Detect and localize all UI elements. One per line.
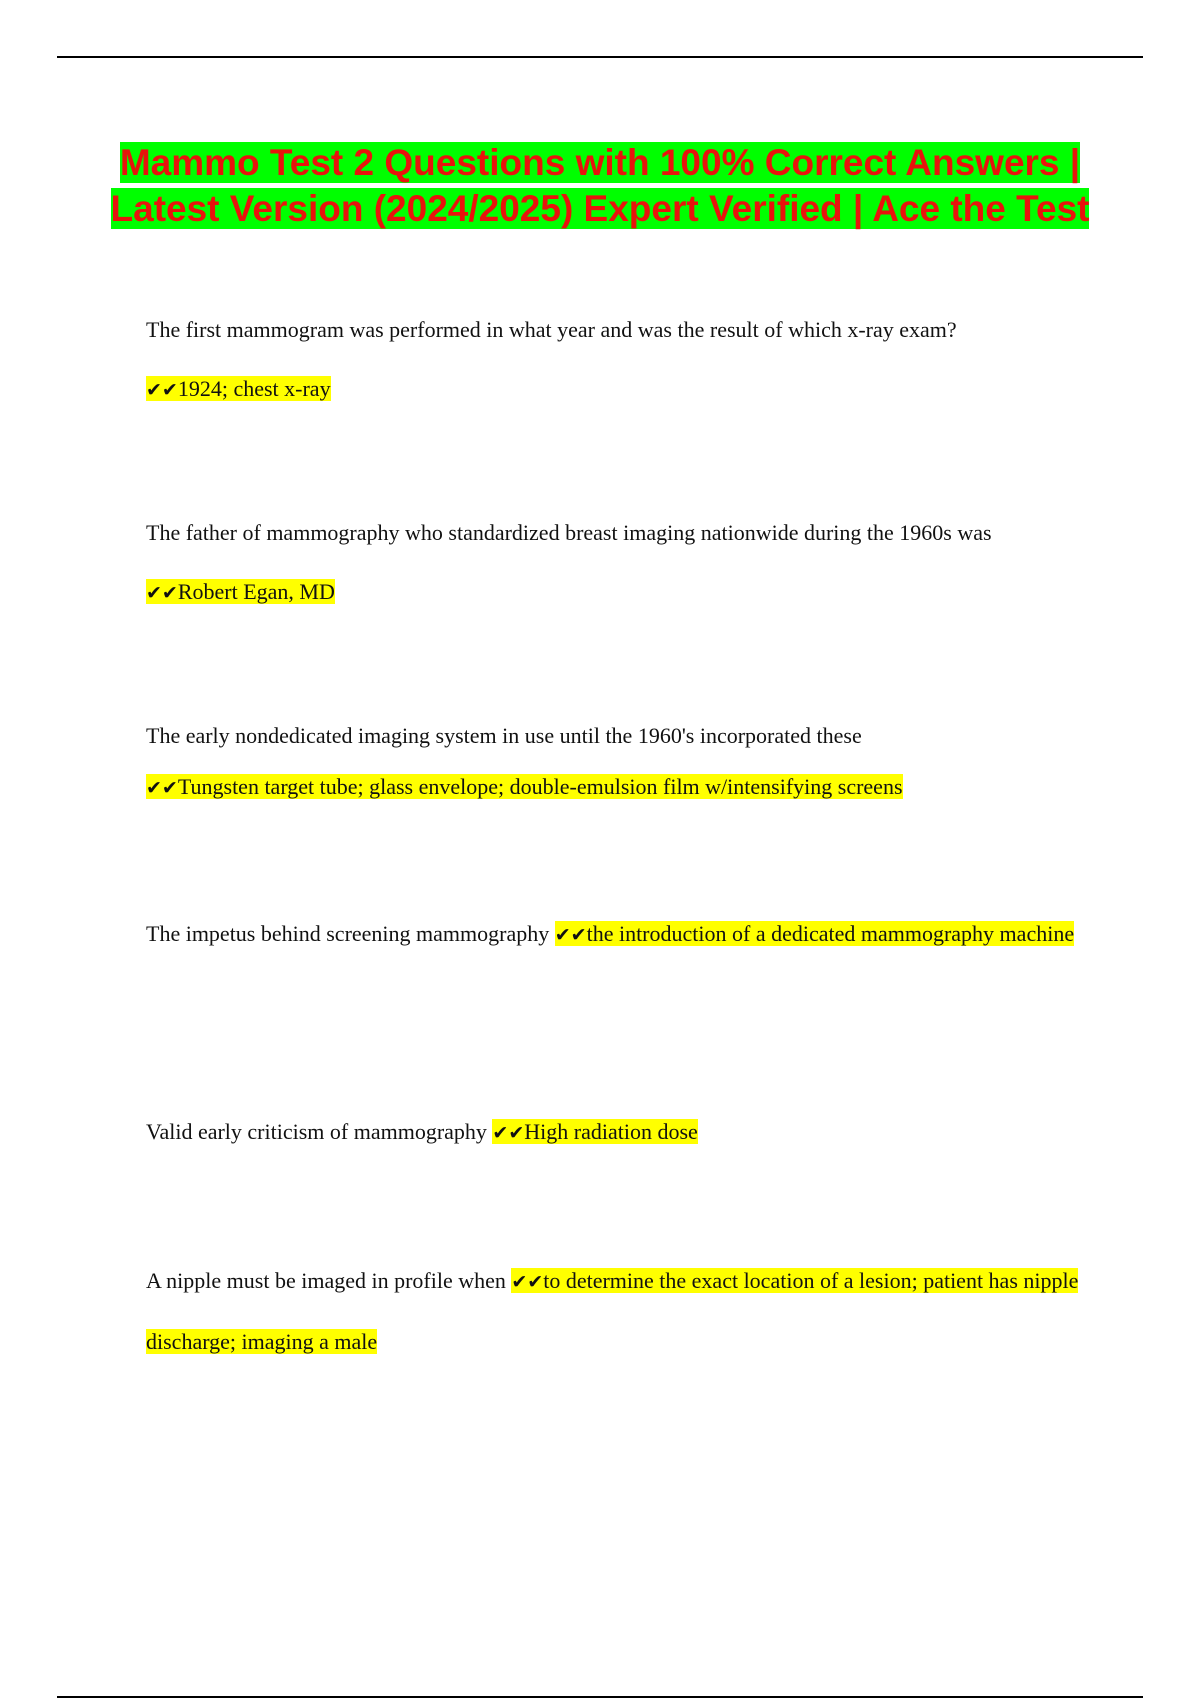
qa-item-3 [146, 710, 1086, 814]
answer-highlight [146, 774, 903, 799]
double-check-icon: ✔✔ [492, 1122, 525, 1144]
title-text: Mammo Test 2 Questions with 100% Correct Answers | Latest Version (2024/2025) Expert Verified | Ace the Test [110, 142, 1090, 229]
qa-item-2 [146, 503, 1086, 623]
answer-text: High radiation dose [524, 1119, 698, 1144]
answer-highlight [146, 579, 335, 604]
double-check-icon: ✔✔ [554, 924, 587, 946]
question-text: The impetus behind screening mammography [146, 921, 550, 946]
answer-text: Tungsten target tube; glass envelope; double-emulsion film w/intensifying screens [177, 774, 903, 799]
qa-item-6 [146, 1251, 1086, 1371]
answer-text: Robert Egan, MD [177, 579, 335, 604]
question-text: The father of mammography who standardized breast imaging nationwide during the 1960s was [146, 520, 992, 545]
double-check-icon: ✔✔ [146, 777, 178, 799]
question-text: The early nondedicated imaging system in use until the 1960's incorporated these [146, 723, 862, 748]
double-check-icon: ✔✔ [146, 379, 178, 401]
double-check-icon: ✔✔ [511, 1271, 544, 1293]
qa-item-1 [146, 300, 1086, 420]
answer-text: the introduction of a dedicated mammography machine [586, 921, 1075, 946]
question-text: The first mammogram was performed in what year and was the result of which x-ray exam? [146, 317, 957, 342]
double-check-icon: ✔✔ [146, 582, 178, 604]
qa-item-5 [146, 1102, 1086, 1163]
document-title [100, 140, 1100, 232]
bottom-rule [57, 1696, 1143, 1698]
qa-item-4 [146, 904, 1086, 965]
question-text: A nipple must be imaged in profile when [146, 1268, 506, 1293]
question-text: Valid early criticism of mammography [146, 1119, 487, 1144]
top-rule [57, 56, 1143, 58]
answer-text: to determine the exact location of a lesion; patient has nipple discharge; imaging a male [146, 1268, 1079, 1354]
answer-text: 1924; chest x-ray [177, 376, 331, 401]
answer-highlight [146, 376, 331, 401]
answer-highlight [555, 921, 1074, 946]
answer-highlight [492, 1119, 697, 1144]
